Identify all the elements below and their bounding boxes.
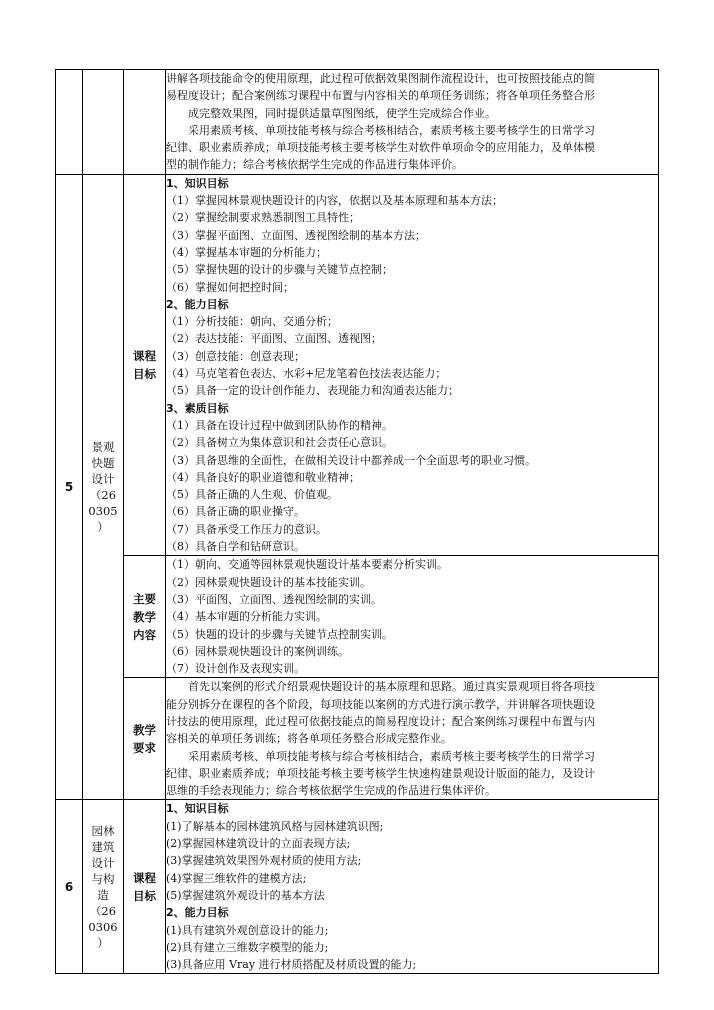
section-heading: 2、能力目标: [166, 906, 229, 920]
list-item: （5）具备一定的设计创作能力、表现能力和沟通表达能力；: [166, 384, 459, 398]
teaching-requirements-text: [166, 678, 659, 800]
requirements-label: 教学 要求: [124, 678, 166, 800]
list-item: （4）具备良好的职业道德和敬业精神；: [166, 470, 360, 484]
objectives-label: 课程 目标: [124, 800, 166, 974]
text-line: 易程度设计；配合案例练习课程中布置与内容相关的单项任务训练；将各单项任务整合形: [166, 89, 595, 103]
section-heading: 1、知识目标: [166, 802, 229, 816]
list-item: （2）具备树立为集体意识和社会责任心意识。: [166, 436, 393, 450]
text-line: 首先以案例的形式介绍景观快题设计的基本原理和思路。通过真实景观项目将各项技: [188, 680, 595, 694]
section-heading: 1、知识目标: [166, 176, 229, 190]
list-item: （6）具备正确的职业操守。: [166, 505, 305, 519]
row-number: [56, 70, 83, 175]
list-item: （1）朝向、交通等园林景观快题设计基本要素分析实训。: [166, 558, 448, 572]
text-line: 容相关的单项任务训练；将各单项任务整合形成完整作业。: [166, 732, 452, 746]
text-line: 成完整效果图，同时提供适量草图图纸，使学生完成综合作业。: [188, 106, 496, 120]
list-item: （3）平面图、立面图、透视图绘制的实训。: [166, 592, 382, 606]
list-item: (4)掌握三维软件的建模方法;: [166, 871, 307, 885]
list-item: （1）具备在设计过程中做到团队协作的精神。: [166, 418, 393, 432]
table-row: [56, 70, 659, 175]
list-item: (2)掌握园林建筑设计的立面表现方法;: [166, 837, 351, 851]
list-item: (1)了解基本的园林建筑风格与园林建筑识图;: [166, 819, 384, 833]
row-number: 5: [56, 174, 83, 800]
content-label: 主要 教学 内容: [124, 556, 166, 678]
text-line: 采用素质考核、单项技能考核与综合考核相结合，素质考核主要考核学生的日常学习: [188, 749, 595, 763]
list-item: （6）掌握如何把控时间；: [166, 280, 294, 294]
list-item: （5）具备正确的人生观、价值观。: [166, 488, 338, 502]
course-name-cell: [83, 70, 124, 175]
section-heading: 3、素质目标: [166, 401, 229, 415]
list-item: （5）掌握快题的设计的步骤与关键节点控制；: [166, 263, 393, 277]
list-item: (3)掌握建筑效果图外观材质的使用方法;: [166, 854, 362, 868]
text-line: 纪律、职业素质养成；单项技能考核主要考核学生对软件单项命令的应用能力，及单体模: [166, 141, 595, 155]
course-name: 景观 快题 设计 （26 0305 ）: [83, 174, 124, 800]
table-row: [56, 678, 659, 800]
list-item: （7）设计创作及表现实训。: [166, 662, 305, 676]
list-item: （8）具备自学和钻研意识。: [166, 540, 305, 554]
label-cell: [124, 70, 166, 175]
table-row: [56, 174, 659, 556]
list-item: （2）掌握绘制要求熟悉制图工具特性；: [166, 211, 360, 225]
course-objectives: [166, 800, 659, 974]
list-item: (2)具有建立三维数字模型的能力;: [166, 940, 329, 954]
list-item: （4）掌握基本审题的分析能力；: [166, 245, 327, 259]
objectives-label: 课程 目标: [124, 174, 166, 556]
section-heading: 2、能力目标: [166, 297, 229, 311]
course-table: [55, 69, 659, 974]
table-row: [56, 556, 659, 678]
list-item: (5)掌握建筑外观设计的基本方法: [166, 888, 325, 902]
list-item: （3）掌握平面图、立面图、透视图绘制的基本方法；: [166, 228, 426, 242]
list-item: （5）快题的设计的步骤与关键节点控制实训。: [166, 627, 393, 641]
list-item: （4）基本审题的分析能力实训。: [166, 610, 327, 624]
teaching-requirements-text: [166, 70, 659, 175]
list-item: （3）创意技能：创意表现；: [166, 349, 305, 363]
text-line: 计技法的使用原理，此过程可依据技能点的简易程度设计；配合案例练习课程中布置与内: [166, 714, 595, 728]
list-item: （1）分析技能：朝向、交通分析；: [166, 315, 338, 329]
text-line: 讲解各项技能命令的使用原理，此过程可依据效果图制作流程设计，也可按照技能点的简: [166, 72, 595, 85]
text-line: 思维的手绘表现能力；综合考核依据学生完成的作品进行集体评价。: [166, 784, 496, 798]
list-item: (3)具备应用 Vray 进行材质搭配及材质设置的能力;: [166, 958, 417, 972]
list-item: （2）园林景观快题设计的基本技能实训。: [166, 575, 371, 589]
text-line: 能分别拆分在课程的各个阶段，每项技能以案例的方式进行演示教学，并讲解各项快题设: [166, 697, 595, 711]
list-item: （1）掌握园林景观快题设计的内容，依据以及基本原理和基本方法；: [166, 194, 503, 208]
list-item: （2）表达技能：平面图、立面图、透视图；: [166, 332, 382, 346]
row-number: 6: [56, 800, 83, 974]
main-content: [166, 556, 659, 678]
text-line: 采用素质考核、单项技能考核与综合考核相结合，素质考核主要考核学生的日常学习: [188, 123, 595, 137]
list-item: （6）园林景观快题设计的案例训练。: [166, 644, 349, 658]
list-item: （7）具备承受工作压力的意识。: [166, 522, 327, 536]
text-line: 型的制作能力；综合考核依据学生完成的作品进行集体评价。: [166, 158, 463, 172]
text-line: 纪律、职业素质养成；单项技能考核主要考核学生快速构建景观设计版面的能力，及设计: [166, 766, 595, 780]
course-name: 园林 建筑 设计 与构 造 （26 0306 ）: [83, 800, 124, 974]
list-item: （3）具备思维的全面性，在做相关设计中都养成一个全面思考的职业习惯。: [166, 453, 536, 467]
course-objectives: [166, 174, 659, 556]
table-row: [56, 800, 659, 974]
list-item: （4）马克笔着色表达、水彩+尼龙笔着色技法表达能力；: [166, 367, 447, 381]
list-item: (1)具有建筑外观创意设计的能力;: [166, 923, 329, 937]
